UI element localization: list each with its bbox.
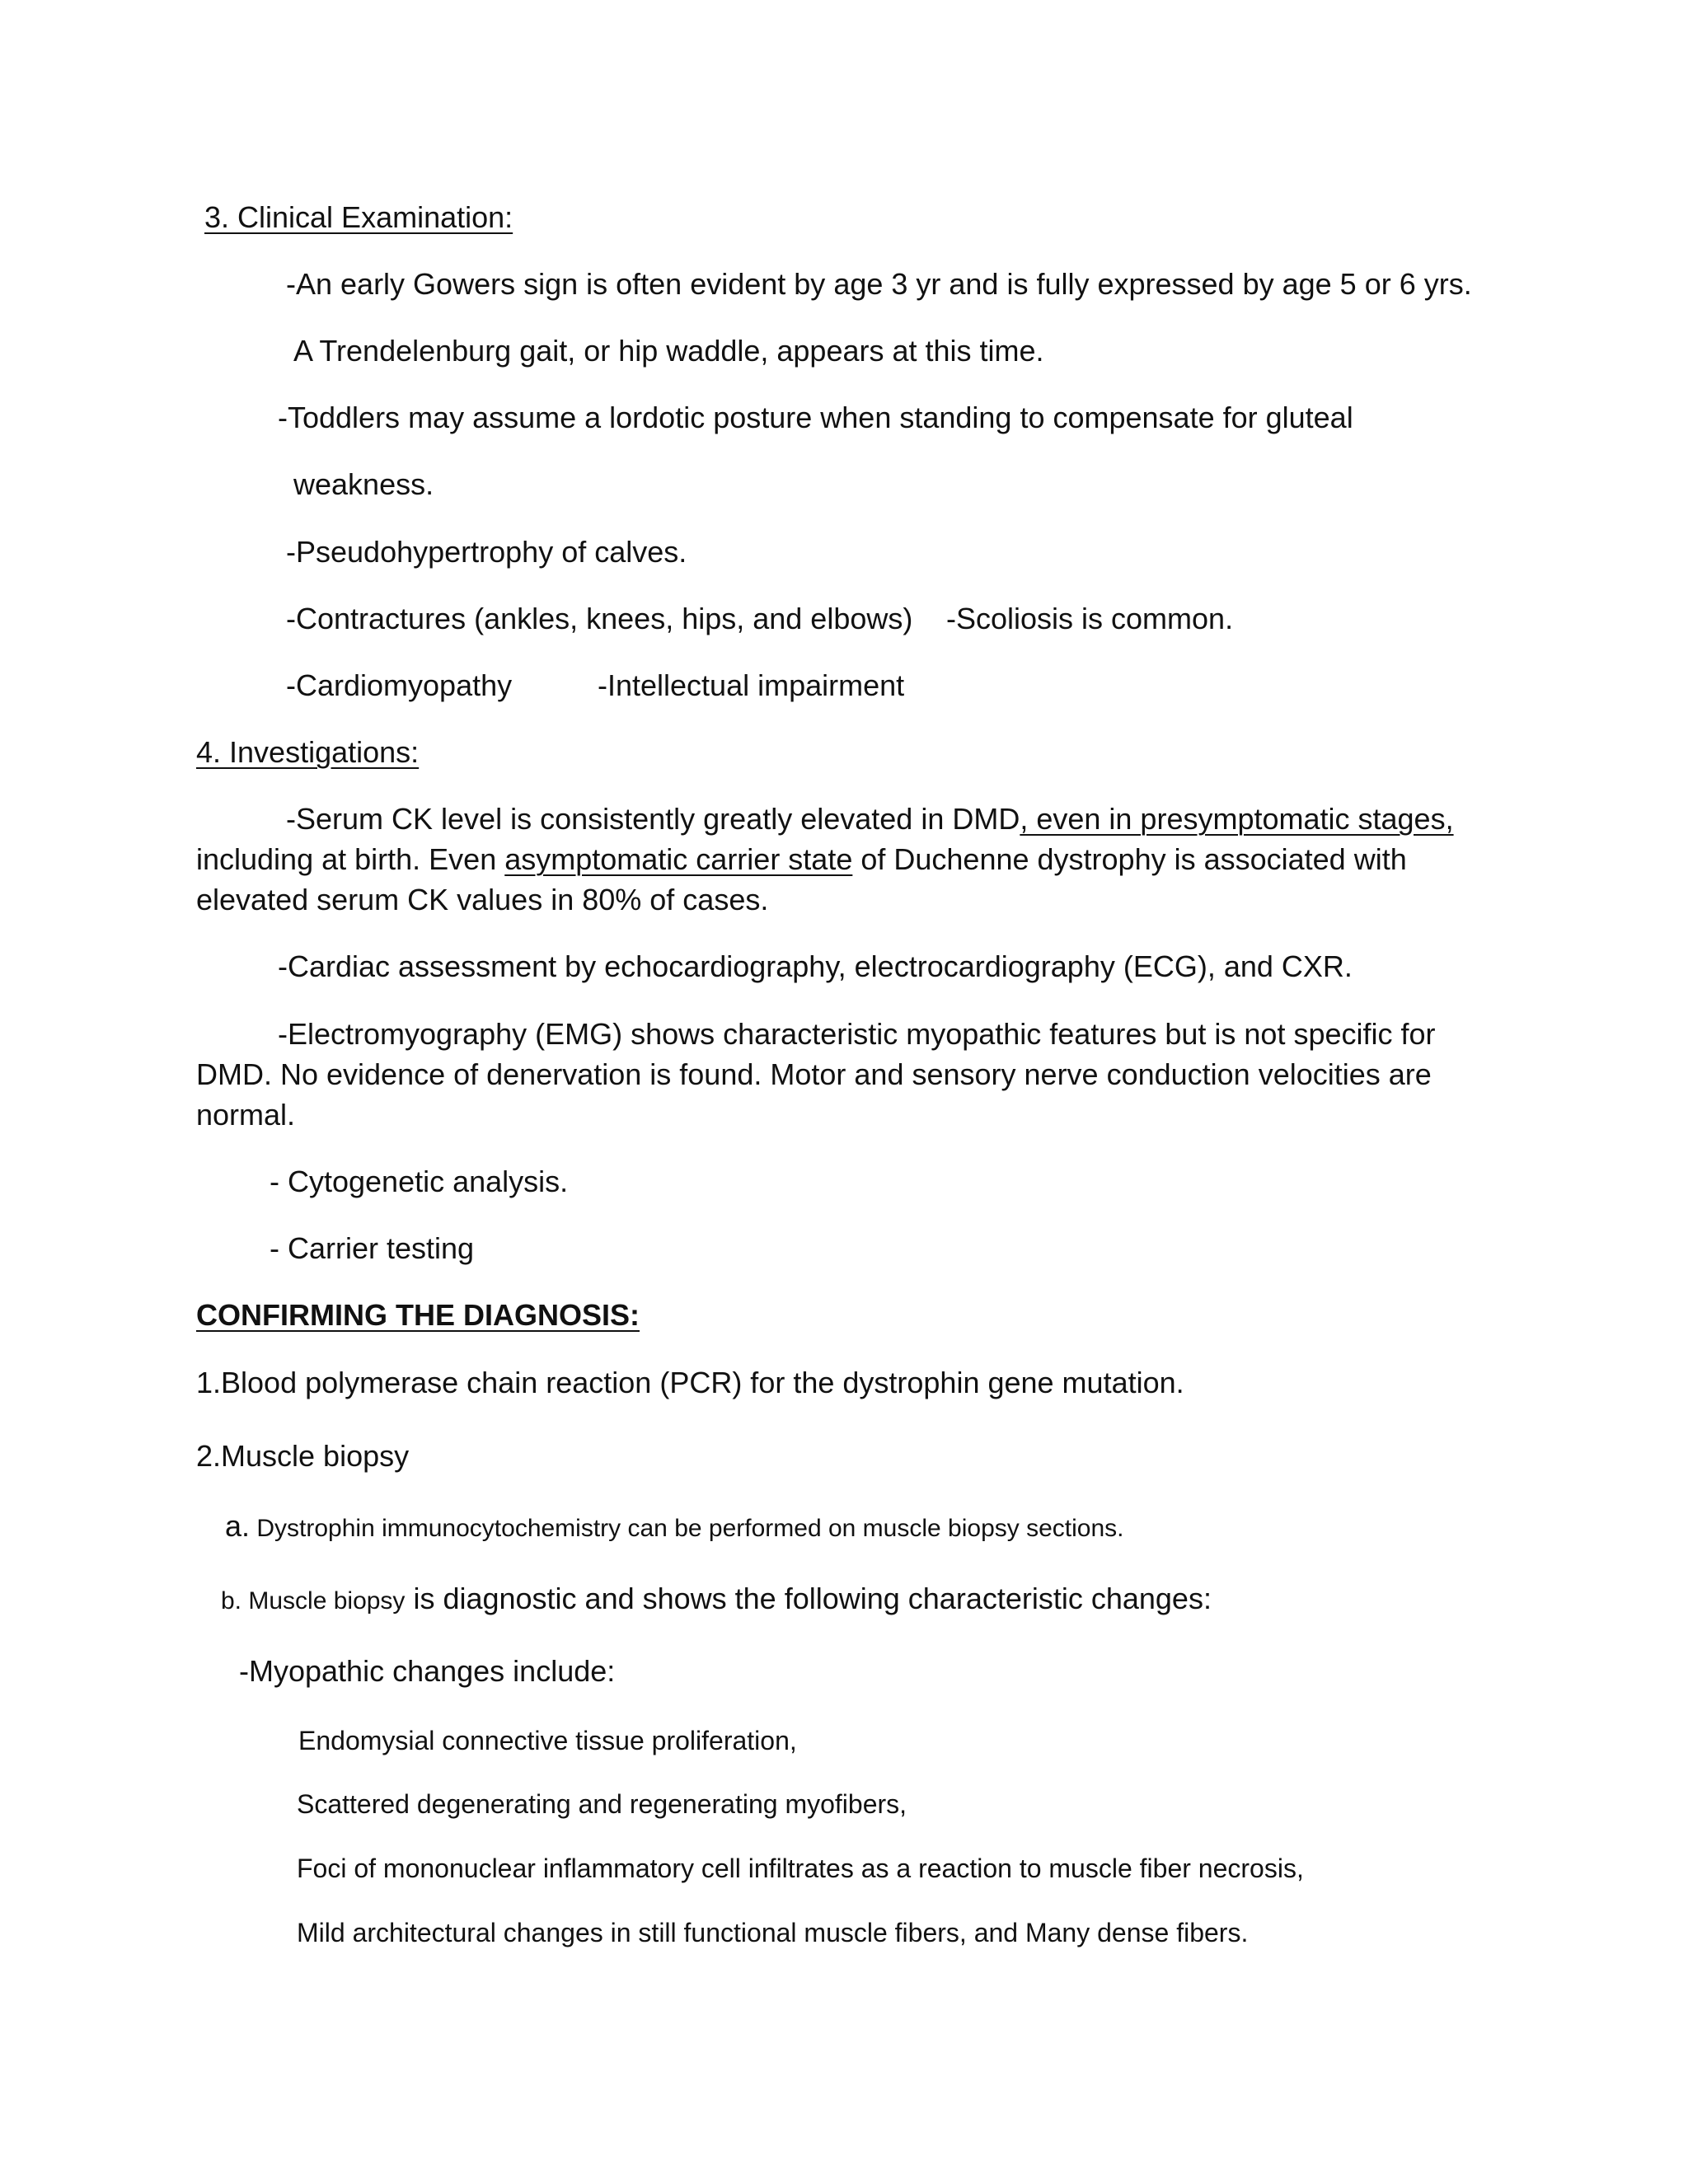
inv-ck-carrier-underline: asymptomatic carrier state bbox=[504, 842, 853, 876]
exam-line-gowers: -An early Gowers sign is often evident by age 3 yr and is fully expressed by age 5 or 6 yrs. bbox=[286, 267, 1472, 301]
item-a-marker: a. bbox=[225, 1509, 251, 1543]
change-inflammatory: Foci of mononuclear inflammatory cell infiltrates as a reaction to muscle fiber necrosis, bbox=[297, 1854, 1304, 1883]
exam-line-trendelenburg: A Trendelenburg gait, or hip waddle, appears at this time. bbox=[293, 334, 1044, 368]
inv-ck-line-3: elevated serum CK values in 80% of cases. bbox=[196, 883, 769, 916]
inv-cardiac: -Cardiac assessment by echocardiography, electrocardiography (ECG), and CXR. bbox=[278, 949, 1353, 983]
item-b-text: is diagnostic and shows the following characteristic changes: bbox=[405, 1582, 1212, 1615]
inv-cytogenetic: - Cytogenetic analysis. bbox=[270, 1165, 569, 1198]
change-degenerating: Scattered degenerating and regenerating myofibers, bbox=[297, 1789, 907, 1819]
exam-line-contractures: -Contractures (ankles, knees, hips, and elbows) bbox=[286, 602, 913, 635]
inv-emg-line-1: -Electromyography (EMG) shows characteristic myopathic features but is not specific for bbox=[278, 1017, 1436, 1051]
inv-ck-text: -Serum CK level is consistently greatly elevated in DMD bbox=[286, 802, 1020, 836]
confirm-item-a bbox=[225, 1508, 1123, 1547]
inv-emg-line-3: normal. bbox=[196, 1098, 296, 1132]
item-b-prefix: b. Muscle biopsy bbox=[221, 1587, 406, 1615]
inv-emg-line-2: DMD. No evidence of denervation is found. Motor and sensory nerve conduction velocities are bbox=[196, 1057, 1432, 1091]
section-4-heading: 4. Investigations: bbox=[196, 735, 420, 769]
inv-ck-line-1 bbox=[286, 801, 1454, 837]
inv-ck-text-3: of Duchenne dystrophy is associated with bbox=[852, 842, 1407, 876]
confirm-item-b bbox=[221, 1581, 1212, 1619]
section-3-heading: 3. Clinical Examination: bbox=[204, 200, 513, 234]
exam-line-pseudohypertrophy: -Pseudohypertrophy of calves. bbox=[286, 535, 687, 569]
inv-ck-line-2 bbox=[196, 841, 1407, 878]
confirm-muscle-biopsy: 2.Muscle biopsy bbox=[196, 1439, 410, 1473]
item-a-text: Dystrophin immunocytochemistry can be performed on muscle biopsy sections. bbox=[250, 1515, 1124, 1542]
exam-line-scoliosis: -Scoliosis is common. bbox=[946, 602, 1234, 635]
change-endomysial: Endomysial connective tissue proliferation, bbox=[298, 1726, 797, 1755]
exam-line-cardiomyopathy: -Cardiomyopathy bbox=[286, 668, 513, 702]
myopathic-heading: -Myopathic changes include: bbox=[239, 1654, 616, 1688]
exam-line-intellectual: -Intellectual impairment bbox=[598, 668, 905, 702]
inv-ck-text-2: including at birth. Even bbox=[196, 842, 505, 876]
change-architectural: Mild architectural changes in still functional muscle fibers, and Many dense fibers. bbox=[297, 1918, 1249, 1947]
confirm-heading: CONFIRMING THE DIAGNOSIS: bbox=[196, 1298, 640, 1332]
inv-carrier-testing: - Carrier testing bbox=[270, 1231, 475, 1265]
confirm-pcr: 1.Blood polymerase chain reaction (PCR) for the dystrophin gene mutation. bbox=[196, 1366, 1184, 1399]
inv-ck-underline: , even in presymptomatic stages, bbox=[1020, 802, 1454, 836]
exam-line-weakness: weakness. bbox=[293, 467, 434, 501]
exam-line-lordotic: -Toddlers may assume a lordotic posture when standing to compensate for gluteal bbox=[278, 401, 1353, 434]
